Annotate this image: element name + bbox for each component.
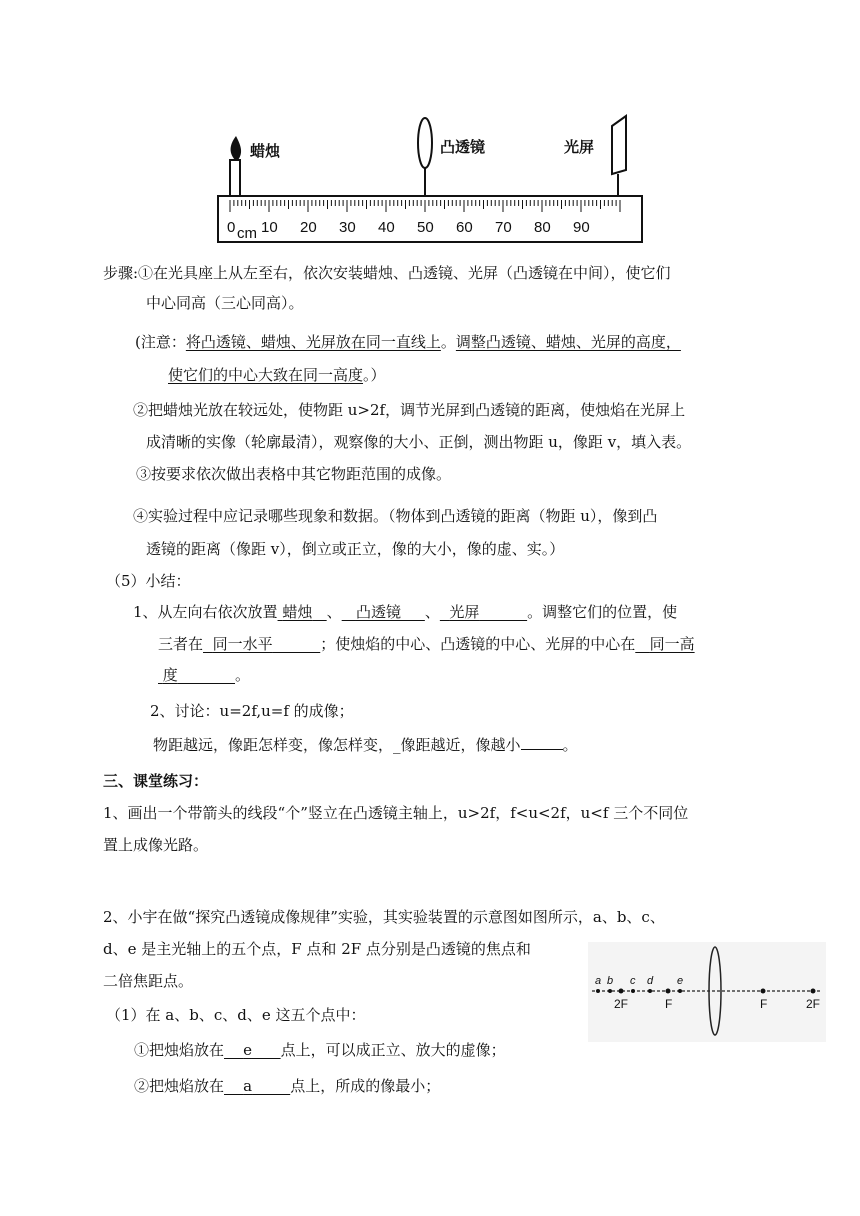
screen-label: 光屏: [564, 139, 595, 156]
note-line-1: (注意：将凸透镜、蜡烛、光屏放在同一直线上。调整凸透镜、蜡烛、光屏的高度，: [135, 333, 681, 351]
optical-bench-figure: [200, 108, 660, 248]
step-4-line-2: 透镜的距离（像距 v），倒立或正立，像的大小，像的虚、实。）: [146, 540, 565, 558]
step-2-line-2: 成清晰的实像（轮廓最清），观察像的大小、正倒，测出物距 u，像距 v，填入表。: [146, 433, 692, 451]
ruler-tick-label: 80: [534, 219, 551, 236]
summary-q2-line-2: 物距越远，像距怎样变，像怎样变，_像距越近，像越小 。: [153, 733, 578, 756]
lens-label: 凸透镜: [440, 139, 486, 156]
ruler-tick-label: 10: [261, 219, 278, 236]
answer-same-height-cont: 度: [162, 666, 178, 684]
answer-same-height: 同一高: [649, 635, 695, 653]
axis-point-label: e: [677, 975, 684, 987]
axis-point-a: [596, 989, 600, 993]
step-4-line-1: ④实验过程中应记录哪些现象和数据。（物体到凸透镜的距离（物距 u），像到凸: [133, 507, 658, 525]
answer-screen: 光屏: [449, 603, 480, 621]
step-3: ③按要求依次做出表格中其它物距范围的成像。: [136, 465, 452, 483]
focal-point-label: F: [760, 997, 768, 1011]
focal-point: [666, 989, 671, 994]
candle-flame-icon: [231, 136, 241, 160]
principal-axis-figure: [588, 942, 826, 1042]
practice-2-line-2: d、e 是主光轴上的五个点，F 点和 2F 点分别是凸透镜的焦点和: [103, 940, 531, 958]
practice-2-line-1: 2、小宇在做“探究凸透镜成像规律”实验，其实验装置的示意图如图所示，a、b、c、: [103, 908, 665, 926]
focal-point-label: F: [665, 997, 673, 1011]
practice-2-item-2: ②把烛焰放在 a 点上，所成的像最小；: [134, 1077, 441, 1095]
ruler-unit-label: cm: [237, 225, 257, 242]
answer-point-a: a: [243, 1077, 253, 1095]
ruler-tick-label: 50: [417, 219, 434, 236]
ruler-tick-label: 30: [339, 219, 356, 236]
axis-point-c: [631, 989, 635, 993]
ruler-tick-label: 60: [456, 219, 473, 236]
answer-point-e: e: [243, 1041, 252, 1059]
step-2-line-1: ②把蜡烛光放在较远处，使物距 u>2f，调节光屏到凸透镜的距离，使烛焰在光屏上: [133, 401, 686, 419]
step-1-line-1: 步骤:①在光具座上从左至右，依次安装蜡烛、凸透镜、光屏（凸透镜在中间），使它们: [103, 264, 671, 282]
practice-2-q1: （1）在 a、b、c、d、e 这五个点中：: [106, 1006, 366, 1024]
note-underline-3: 使它们的中心大致在同一高度: [168, 366, 364, 384]
focal-point-label: 2F: [806, 997, 821, 1011]
axis-point-label: b: [607, 975, 614, 987]
practice-heading: 三、课堂练习：: [103, 772, 209, 790]
ruler-tick-label: 0: [227, 219, 236, 236]
practice-2-item-1: ①把烛焰放在 e 点上，可以成正立、放大的虚像；: [134, 1041, 506, 1059]
note-underline-2: 调整凸透镜、蜡烛、光屏的高度，: [455, 333, 681, 351]
focal-point: [761, 989, 766, 994]
answer-lens: 凸透镜: [355, 603, 401, 621]
step-1-line-2: 中心同高（三心同高）。: [146, 294, 304, 312]
summary-q2: 2、讨论：u=2f,u=f 的成像；: [150, 702, 354, 720]
ruler-tick-label: 70: [495, 219, 512, 236]
axis-point-b: [608, 989, 612, 993]
axis-point-label: c: [630, 975, 636, 987]
focal-point: [811, 989, 816, 994]
candle-label: 蜡烛: [250, 143, 281, 160]
focal-point-label: 2F: [614, 997, 629, 1011]
answer-same-level: 同一水平: [212, 635, 273, 653]
light-screen-icon: [612, 116, 626, 174]
focal-point: [619, 989, 624, 994]
ruler-tick-label: 90: [573, 219, 590, 236]
practice-2-line-3: 二倍焦距点。: [103, 972, 194, 990]
summary-q1-line-2: 三者在 同一水平 ；使烛焰的中心、凸透镜的中心、光屏的中心在 同一高: [158, 635, 695, 653]
axis-point-d: [648, 989, 652, 993]
note-line-2: 使它们的中心大致在同一高度。）: [168, 366, 386, 384]
summary-heading: （5）小结：: [106, 572, 191, 590]
note-underline-1: 将凸透镜、蜡烛、光屏放在同一直线上: [185, 333, 441, 351]
practice-1-line-2: 置上成像光路。: [103, 836, 209, 854]
answer-candle: 蜡烛: [282, 603, 313, 621]
blank-line: [521, 733, 563, 750]
ruler-tick-label: 40: [378, 219, 395, 236]
summary-q1-line-1: 1、从左向右依次放置 蜡烛 、 凸透镜 、 光屏 。调整它们的位置，使: [133, 603, 678, 621]
axis-point-label: d: [647, 975, 654, 987]
ruler-tick-label: 20: [300, 219, 317, 236]
axis-point-label: a: [595, 975, 602, 987]
convex-lens-icon: [418, 118, 432, 168]
candle-icon: [230, 160, 240, 198]
practice-1-line-1: 1、画出一个带箭头的线段“个”竖立在凸透镜主轴上，u>2f，f<u<2f，u<f 三个不同位: [103, 804, 689, 822]
summary-q1-line-3: 度 。: [158, 664, 250, 686]
axis-point-e: [678, 989, 682, 993]
